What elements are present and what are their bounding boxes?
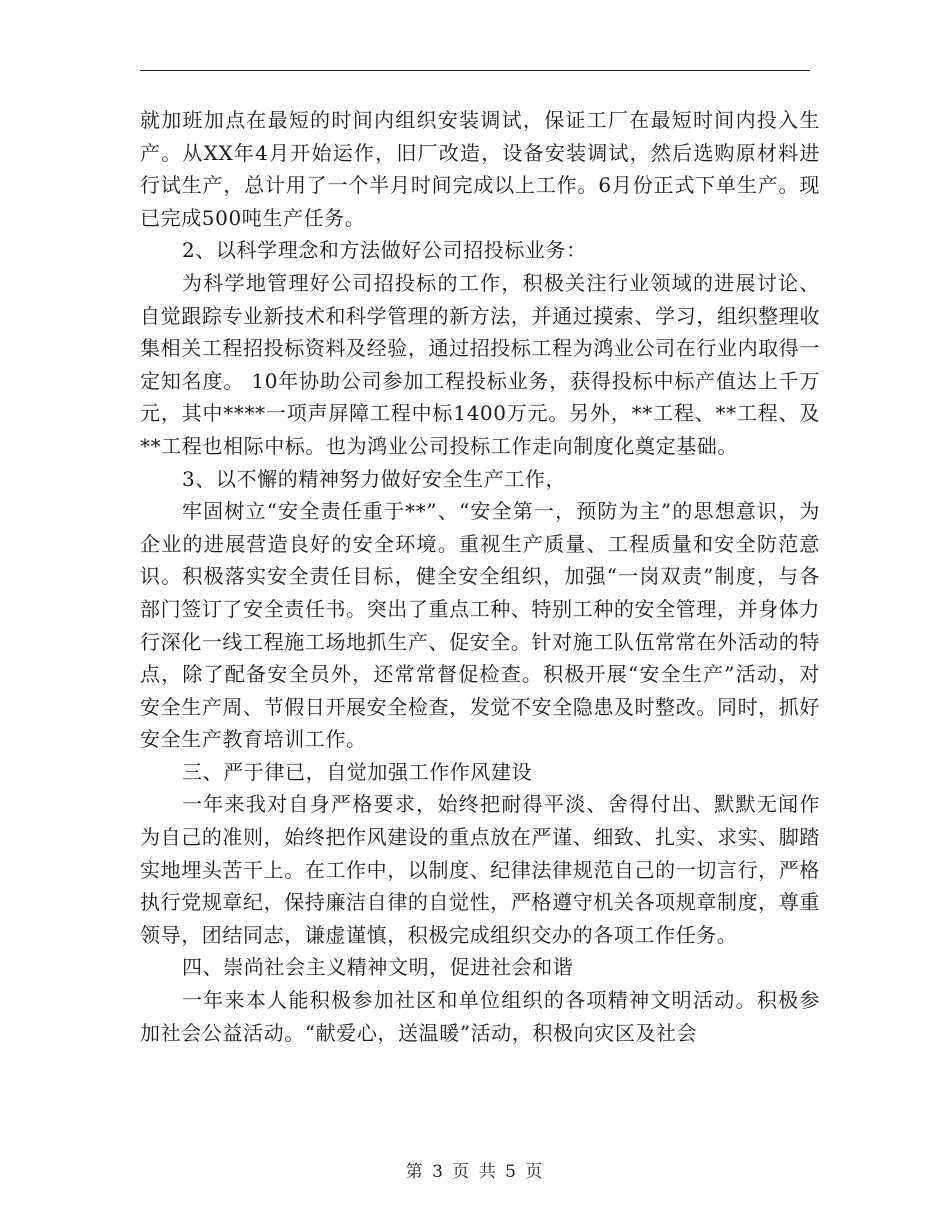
section-heading-discipline: 三、严于律已，自觉加强工作作风建设: [182, 759, 533, 784]
page-number-footer: 第 3 页 共 5 页: [405, 1162, 545, 1182]
section-heading-bidding: 2、以科学理念和方法做好公司招投标业务：: [182, 238, 587, 263]
section-heading-civilization: 四、崇尚社会主义精神文明，促进社会和谐: [182, 955, 574, 980]
header-rule: [140, 70, 810, 71]
section-heading-safety: 3、以不懈的精神努力做好安全生产工作，: [182, 466, 567, 491]
paragraph-civilization: 一年来本人能积极参加社区和单位组织的各项精神文明活动。积极参加社会公益活动。“献爱心，送温暖”活动，积极向灾区及社会: [140, 988, 820, 1045]
paragraph-continuation: 就加班加点在最短的时间内组织安装调试，保证工厂在最短时间内投入生产。从XX年4月开始运作，旧厂改造，设备安装调试，然后选购原材料进行试生产，总计用了一个半月时间完成以上工作。6月份正式下单生产。现已完成500吨生产任务。: [140, 108, 820, 230]
paragraph-safety: 牢固树立“安全责任重于**”、“安全第一，预防为主”的思想意识，为企业的进展营造良好的安全环境。重视生产质量、工程质量和安全防范意识。积极落实安全责任目标，健全安全组织，加强“一岗双责”制度，与各部门签订了安全责任书。突出了重点工种、特别工种的安全管理，并身体力行深化一线工程施工场地抓生产、促安全。针对施工队伍常常在外活动的特点，除了配备安全员外，还常常督促检查。积极开展“安全生产”活动，对安全生产周、节假日开展安全检查，发觉不安全隐患及时整改。同时，抓好安全生产教育培训工作。: [140, 499, 820, 752]
paragraph-bidding: 为科学地管理好公司招投标的工作，积极关注行业领域的进展讨论、自觉跟踪专业新技术和科学管理的新方法，并通过摸索、学习，组织整理收集相关工程招投标资料及经验，通过招投标工程为鸿业公司在行业内取得一定知名度。 10年协助公司参加工程投标业务，获得投标中标产值达上千万元，其中****一项声屏障工程中标1400万元。另外，**工程、**工程、及**工程也相际中标。也为鸿业公司投标工作走向制度化奠定基础。: [140, 270, 820, 458]
paragraph-discipline: 一年来我对自身严格要求，始终把耐得平淡、舍得付出、默默无闻作为自己的准则，始终把作风建设的重点放在严谨、细致、扎实、求实、脚踏实地埋头苦干上。在工作中，以制度、纪律法律规范自己的一切言行，严格执行党规章纪，保持廉洁自律的自觉性，严格遵守机关各项规章制度，尊重领导，团结同志，谦虚谨慎，积极完成组织交办的各项工作任务。: [140, 792, 820, 947]
document-body: [140, 104, 820, 1049]
